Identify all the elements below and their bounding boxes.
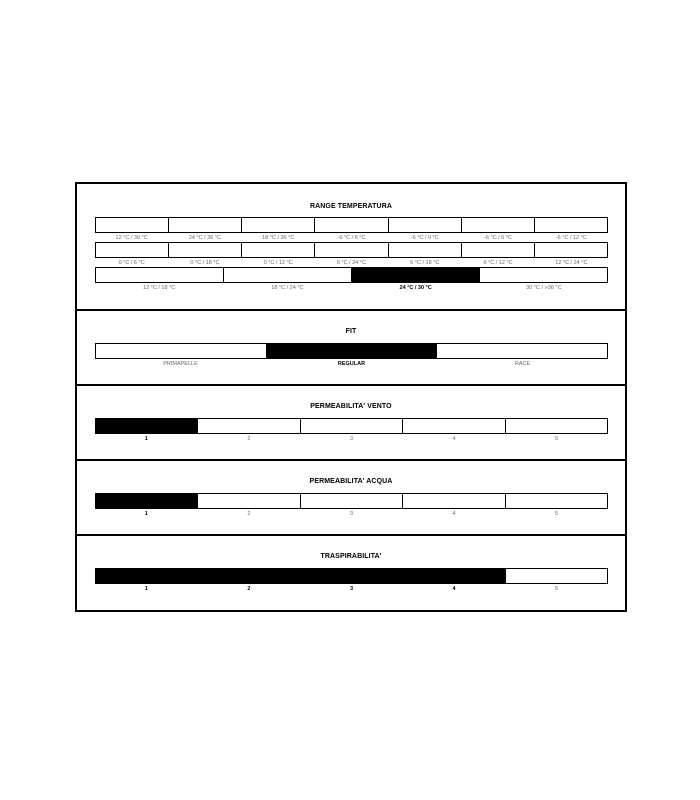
temperature-row-1-bar [95,217,608,233]
wind-permeability-scale [95,436,608,442]
temperature-range-label: 0 °C / 12 °C [263,260,293,266]
temperature-range-label: 24 °C / 36 °C [188,235,222,241]
temperature-row-1-labels [95,235,608,241]
temperature-range-segment [241,243,314,257]
scale-label: 3 [349,511,354,517]
temperature-range-label: 30 °C / >36 °C [526,285,562,291]
temperature-range-segment [534,243,607,257]
temperature-range-segment [96,268,223,282]
fit-label: PRIMAPELLE [163,361,198,367]
wind-permeability-bar [95,418,608,434]
temperature-range-segment [241,218,314,232]
temperature-range-label: 12 °C / 30 °C [115,235,148,241]
fit-segment [266,344,437,358]
scale-label: 3 [349,586,354,592]
temperature-range-segment [479,268,607,282]
water-permeability-scale [95,511,608,517]
water-permeability-title: PERMEABILITA' ACQUA [309,478,393,485]
scale-label: 2 [247,586,251,592]
temperature-range-segment [388,243,461,257]
temperature-range-label: 12 °C / 24 °C [555,260,588,266]
scale-label: 5 [555,436,559,442]
fit-title: FIT [345,328,357,335]
scale-segment [505,569,607,583]
temperature-range-label: -6 °C / 12 °C [555,235,587,241]
scale-segment [505,494,607,508]
scale-segment [197,494,299,508]
scale-label: 5 [555,586,559,592]
fit-label: REGULAR [337,361,366,367]
scale-segment [300,419,402,433]
temperature-range-segment [168,243,241,257]
temperature-range-label: 12 °C / 18 °C [143,285,176,291]
temperature-range-segment [534,218,607,232]
temperature-range-segment [351,268,479,282]
scale-segment [402,494,504,508]
breathability-bar [95,568,608,584]
fit-segment [436,344,607,358]
temperature-range-label: -6 °C / 0 °C [410,235,439,241]
water-permeability-section [77,461,625,534]
wind-permeability-title: PERMEABILITA' VENTO [310,403,392,410]
scale-segment [300,494,402,508]
temperature-range-label: -6 °C / 6 °C [337,235,366,241]
temperature-row-2-bar [95,242,608,258]
fit-labels [95,361,608,367]
scale-label: 4 [452,436,456,442]
fit-label: RACE [514,361,531,367]
temperature-range-label: 6 °C / 12 °C [483,260,513,266]
fit-section [77,311,625,384]
scale-segment [402,419,504,433]
fit-segment [96,344,266,358]
temperature-range-segment [461,243,534,257]
scale-segment [402,569,504,583]
temperature-row-3-bar [95,267,608,283]
scale-label: 2 [247,436,251,442]
temperature-range-segment [168,218,241,232]
temperature-section [77,184,625,309]
scale-label: 1 [144,586,148,592]
wind-permeability-section [77,386,625,459]
scale-segment [96,494,197,508]
scale-segment [96,419,197,433]
scale-label: 2 [247,511,251,517]
temperature-range-segment [96,218,168,232]
product-spec-panel [75,182,627,612]
scale-label: 3 [349,436,354,442]
scale-segment [96,569,197,583]
temperature-range-segment [314,243,387,257]
temperature-range-label: 0 °C / 18 °C [190,260,220,266]
scale-label: 1 [144,511,148,517]
temperature-range-segment [314,218,387,232]
fit-bar [95,343,608,359]
temperature-row-2-labels [95,260,608,266]
temperature-row-3-labels [95,285,608,291]
temperature-range-label: 18 °C / 36 °C [262,235,295,241]
breathability-title: TRASPIRABILITA' [320,553,382,560]
water-permeability-bar [95,493,608,509]
scale-segment [300,569,402,583]
temperature-range-segment [388,218,461,232]
temperature-range-segment [461,218,534,232]
scale-label: 4 [452,511,456,517]
temperature-range-segment [223,268,351,282]
temperature-range-segment [96,243,168,257]
breathability-section [77,536,625,610]
scale-segment [197,419,299,433]
temperature-range-label: 6 °C / 18 °C [410,260,440,266]
temperature-range-label: 18 °C / 24 °C [271,285,304,291]
temperature-range-label: -6 °C / 6 °C [484,235,513,241]
scale-label: 1 [144,436,148,442]
scale-segment [505,419,607,433]
temperature-range-label: 24 °C / 30 °C [399,285,432,291]
scale-segment [197,569,299,583]
scale-label: 4 [452,586,456,592]
scale-label: 5 [555,511,559,517]
temperature-range-label: 0 °C / 6 °C [118,260,145,266]
temperature-title: RANGE TEMPERATURA [309,203,393,210]
breathability-scale [95,586,608,592]
temperature-range-label: 6 °C / 24 °C [336,260,367,266]
